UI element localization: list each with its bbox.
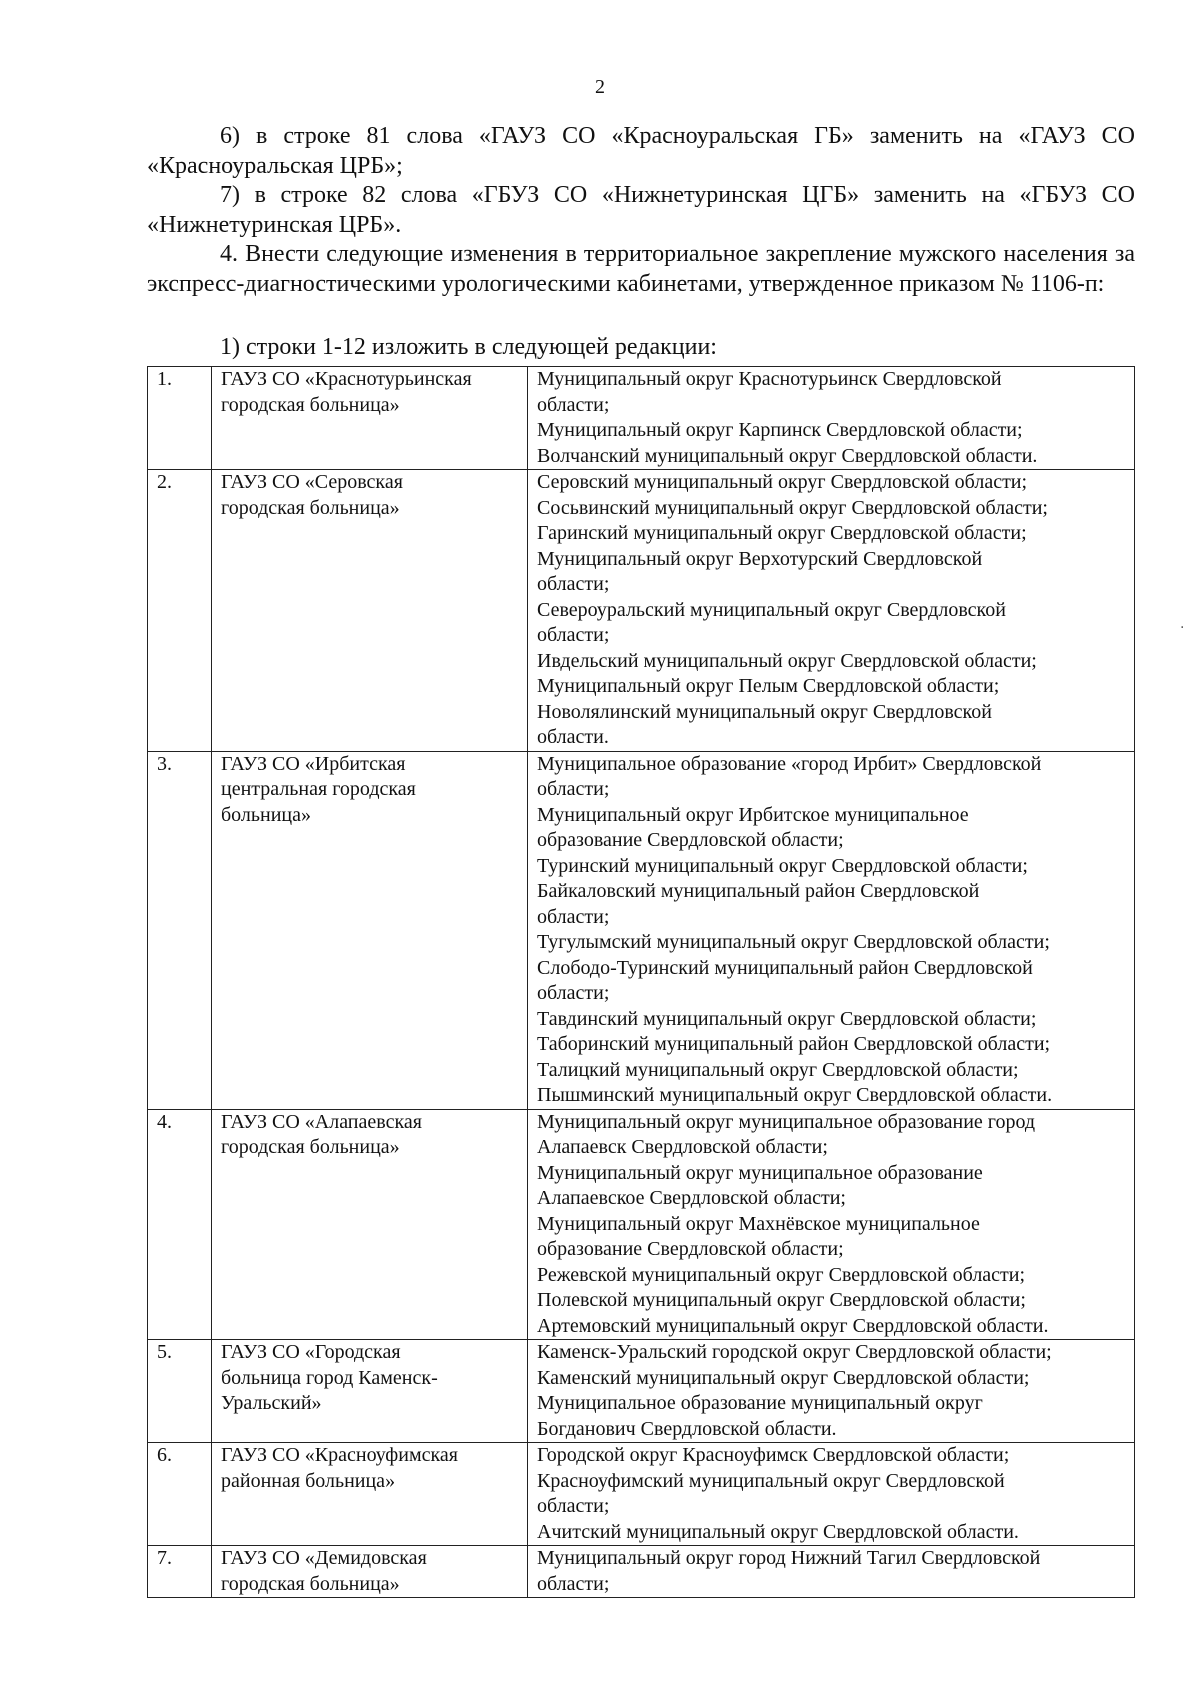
territory-line: Каменск-Уральский городской округ Свердловской области; bbox=[537, 1341, 1052, 1363]
table-row bbox=[148, 1340, 1135, 1443]
territory-line: Таборинский муниципальный район Свердловской области; bbox=[537, 1033, 1051, 1055]
organization-line: районная больница» bbox=[221, 1469, 396, 1492]
table-row bbox=[148, 1109, 1135, 1340]
table-row bbox=[148, 470, 1135, 752]
territory-line: Богданович Свердловской области. bbox=[537, 1417, 837, 1440]
territory-cell bbox=[528, 1340, 1135, 1443]
territory-line: Ачитский муниципальный округ Свердловской области. bbox=[537, 1520, 1019, 1543]
table-row bbox=[148, 1443, 1135, 1546]
table-body bbox=[148, 367, 1135, 1598]
row-number-cell: 6. bbox=[148, 1443, 212, 1546]
territory-line: Ивдельский муниципальный округ Свердловской области; bbox=[537, 649, 1037, 672]
organization-line: ГАУЗ СО «Краснотурьинская bbox=[221, 368, 472, 390]
territory-line: Муниципальный округ муниципальное образование город bbox=[537, 1110, 1036, 1133]
territory-line: Муниципальный округ Карпинск Свердловской области; bbox=[537, 419, 1023, 441]
territory-line: Муниципальное образование муниципальный округ bbox=[537, 1392, 983, 1414]
territory-line: Муниципальный округ город Нижний Тагил Свердловской bbox=[537, 1547, 1041, 1569]
territory-line: Муниципальный округ Ирбитское муниципальное bbox=[537, 803, 969, 826]
table-row bbox=[148, 367, 1135, 470]
territory-line: Городской округ Красноуфимск Свердловской области; bbox=[537, 1444, 1010, 1466]
territory-line: Тугулымский муниципальный округ Свердловской области; bbox=[537, 931, 1050, 953]
territory-line: образование Свердловской области; bbox=[537, 1238, 844, 1260]
territory-line: области; bbox=[537, 1495, 610, 1517]
territory-line: Байкаловский муниципальный район Свердловской bbox=[537, 880, 980, 902]
page-number: 2 bbox=[595, 76, 605, 98]
territory-line: Туринский муниципальный округ Свердловской области; bbox=[537, 854, 1028, 877]
paragraph-item-6: 6) в строке 81 слова «ГАУЗ СО «Красноуральская ГБ» заменить на «ГАУЗ СО «Красноуральская ЦРБ»; bbox=[147, 123, 1135, 179]
territory-line: Муниципальный округ муниципальное образование bbox=[537, 1161, 983, 1184]
organization-cell bbox=[212, 1109, 528, 1340]
territory-line: Гаринский муниципальный округ Свердловской области; bbox=[537, 522, 1027, 544]
territory-line: Серовский муниципальный округ Свердловской области; bbox=[537, 471, 1028, 493]
organization-line: ГАУЗ СО «Серовская bbox=[221, 471, 403, 493]
organization-line: ГАУЗ СО «Красноуфимская bbox=[221, 1444, 458, 1466]
organization-line: больница город Каменск- bbox=[221, 1366, 438, 1389]
table-row bbox=[148, 1546, 1135, 1598]
organization-cell bbox=[212, 367, 528, 470]
territory-line: Алапаевское Свердловской области; bbox=[537, 1187, 846, 1209]
table-caption: 1) строки 1-12 изложить в следующей редакции: bbox=[220, 334, 717, 360]
body-text bbox=[147, 122, 1135, 299]
territory-line: Слободо-Туринский муниципальный район Свердловской bbox=[537, 956, 1033, 979]
organization-line: ГАУЗ СО «Городская bbox=[221, 1341, 401, 1363]
territory-line: области; bbox=[537, 905, 610, 928]
territory-line: Полевской муниципальный округ Свердловской области; bbox=[537, 1289, 1026, 1311]
organization-cell bbox=[212, 751, 528, 1109]
territory-line: Артемовский муниципальный округ Свердловской области. bbox=[537, 1314, 1049, 1337]
table-row bbox=[148, 751, 1135, 1109]
territory-line: Красноуфимский муниципальный округ Свердловской bbox=[537, 1469, 1005, 1492]
organization-line: ГАУЗ СО «Демидовская bbox=[221, 1547, 427, 1569]
organization-line: городская больница» bbox=[221, 393, 400, 416]
row-number-cell: 1. bbox=[148, 367, 212, 470]
territory-line: Каменский муниципальный округ Свердловской области; bbox=[537, 1366, 1030, 1389]
territorial-assignment-table bbox=[147, 366, 1135, 1598]
territory-line: Сосьвинский муниципальный округ Свердловской области; bbox=[537, 496, 1048, 519]
territory-cell bbox=[528, 470, 1135, 752]
organization-cell bbox=[212, 470, 528, 752]
organization-line: Уральский» bbox=[221, 1392, 322, 1414]
territory-line: Муниципальный округ Махнёвское муниципальное bbox=[537, 1212, 980, 1235]
row-number-cell: 2. bbox=[148, 470, 212, 752]
organization-line: центральная городская bbox=[221, 778, 416, 800]
territory-cell bbox=[528, 1443, 1135, 1546]
organization-line: ГАУЗ СО «Ирбитская bbox=[221, 752, 406, 775]
territory-line: области; bbox=[537, 624, 610, 646]
territory-line: Муниципальный округ Краснотурьинск Свердловской bbox=[537, 368, 1002, 390]
organization-line: больница» bbox=[221, 803, 311, 826]
territory-cell bbox=[528, 751, 1135, 1109]
territory-line: области; bbox=[537, 778, 610, 800]
territory-line: Муниципальное образование «город Ирбит» Свердловской bbox=[537, 752, 1042, 775]
territory-line: Волчанский муниципальный округ Свердловской области. bbox=[537, 444, 1038, 467]
territory-line: Пышминский муниципальный округ Свердловской области. bbox=[537, 1084, 1053, 1106]
organization-cell bbox=[212, 1340, 528, 1443]
paragraph-item-7: 7) в строке 82 слова «ГБУЗ СО «Нижнетуринская ЦГБ» заменить на «ГБУЗ СО «Нижнетуринская ЦРБ». bbox=[147, 182, 1135, 238]
territory-line: Талицкий муниципальный округ Свердловской области; bbox=[537, 1058, 1019, 1081]
organization-cell bbox=[212, 1546, 528, 1598]
territory-line: Муниципальный округ Верхотурский Свердловской bbox=[537, 547, 983, 570]
row-number-cell: 5. bbox=[148, 1340, 212, 1443]
organization-cell bbox=[212, 1443, 528, 1546]
territory-line: Североуральский муниципальный округ Свердловской bbox=[537, 598, 1006, 621]
scan-mark: · bbox=[1180, 620, 1185, 636]
territory-line: области; bbox=[537, 982, 610, 1004]
territory-line: Муниципальный округ Пелым Свердловской области; bbox=[537, 675, 1000, 697]
territory-line: области; bbox=[537, 1572, 610, 1595]
organization-line: городская больница» bbox=[221, 1572, 400, 1595]
row-number-cell: 7. bbox=[148, 1546, 212, 1598]
territory-line: Новолялинский муниципальный округ Свердловской bbox=[537, 700, 992, 723]
row-number-cell: 3. bbox=[148, 751, 212, 1109]
organization-line: городская больница» bbox=[221, 1136, 400, 1158]
territory-line: области. bbox=[537, 726, 609, 748]
territory-line: области; bbox=[537, 573, 610, 595]
territory-line: Алапаевск Свердловской области; bbox=[537, 1136, 828, 1158]
territory-line: Тавдинский муниципальный округ Свердловской области; bbox=[537, 1007, 1037, 1030]
territory-line: области; bbox=[537, 393, 610, 416]
paragraph-section-4: 4. Внести следующие изменения в территориальное закрепление мужского населения за экспресс-диагностическими урологическими кабинетами, утвержденное приказом № 1106-п: bbox=[147, 241, 1135, 297]
territory-line: образование Свердловской области; bbox=[537, 829, 844, 851]
organization-line: городская больница» bbox=[221, 496, 400, 519]
territory-line: Режевской муниципальный округ Свердловской области; bbox=[537, 1263, 1026, 1286]
row-number-cell: 4. bbox=[148, 1109, 212, 1340]
territory-cell bbox=[528, 1546, 1135, 1598]
territory-cell bbox=[528, 367, 1135, 470]
territory-cell bbox=[528, 1109, 1135, 1340]
organization-line: ГАУЗ СО «Алапаевская bbox=[221, 1110, 422, 1133]
